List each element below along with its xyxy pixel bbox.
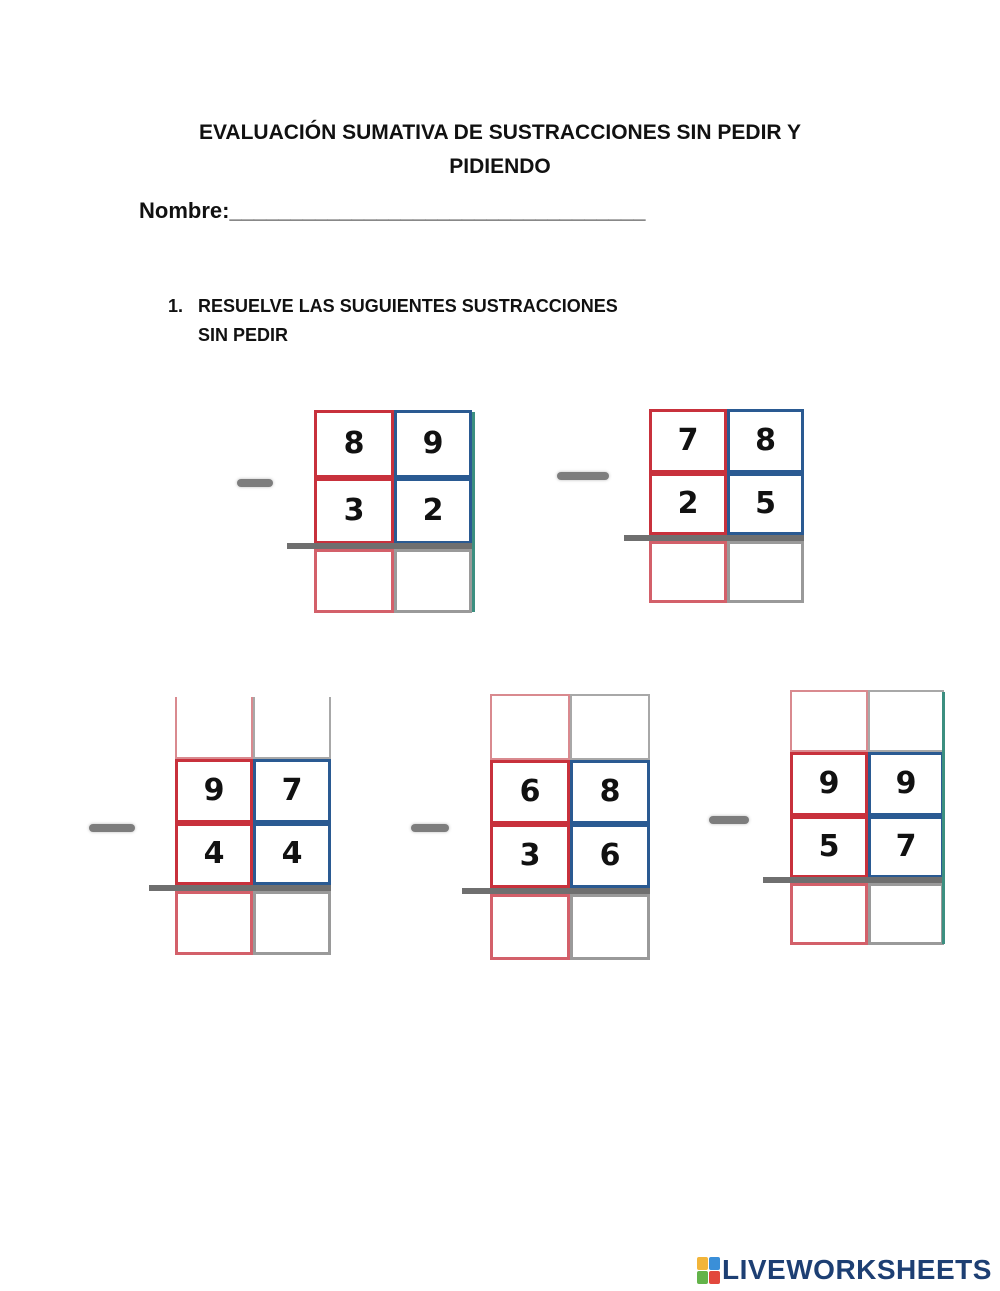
minus-sign: [237, 479, 273, 487]
subtrahend-tens: 3: [490, 824, 570, 888]
liveworksheets-logo-icon: [697, 1257, 719, 1283]
answer-units-box[interactable]: [868, 883, 944, 945]
minuend-units: 8: [727, 409, 804, 473]
minuend-tens: 9: [790, 752, 868, 816]
minuend-units: 7: [253, 759, 331, 823]
minus-sign: [709, 816, 749, 824]
minuend-units: 9: [394, 410, 472, 478]
carry-tens-box[interactable]: [175, 697, 253, 759]
subtrahend-tens: 2: [649, 473, 727, 535]
name-blank-line[interactable]: __________________________________: [229, 198, 646, 223]
subtrahend-units: 2: [394, 478, 472, 544]
minuend-tens: 6: [490, 760, 570, 824]
instruction-1: [168, 292, 688, 350]
answer-units-box[interactable]: [253, 891, 331, 955]
minuend-units: 8: [570, 760, 650, 824]
minus-sign: [89, 824, 135, 832]
carry-units-box[interactable]: [868, 690, 944, 752]
answer-tens-box[interactable]: [490, 894, 570, 960]
name-field: [139, 198, 645, 224]
subtrahend-tens: 5: [790, 816, 868, 878]
answer-tens-box[interactable]: [649, 541, 727, 603]
minuend-tens: 9: [175, 759, 253, 823]
subtrahend-units: 5: [727, 473, 804, 535]
carry-units-box[interactable]: [570, 694, 650, 760]
minuend-tens: 7: [649, 409, 727, 473]
minuend-units: 9: [868, 752, 944, 816]
minuend-tens: 8: [314, 410, 394, 478]
subtrahend-units: 7: [868, 816, 944, 878]
minus-sign: [411, 824, 449, 832]
subtrahend-tens: 4: [175, 823, 253, 885]
name-label: Nombre:: [139, 198, 230, 223]
title-line-2: PIDIENDO: [449, 155, 551, 178]
answer-units-box[interactable]: [570, 894, 650, 960]
instruction-line-1: RESUELVE LAS SUGUIENTES SUSTRACCIONES: [198, 296, 618, 316]
carry-units-box[interactable]: [253, 697, 331, 759]
carry-tens-box[interactable]: [490, 694, 570, 760]
box-edge: [472, 412, 475, 612]
answer-tens-box[interactable]: [314, 549, 394, 613]
instruction-line-2: SIN PEDIR: [198, 325, 289, 345]
subtrahend-tens: 3: [314, 478, 394, 544]
subtrahend-units: 6: [570, 824, 650, 888]
title-line-1: EVALUACIÓN SUMATIVA DE SUSTRACCIONES SIN PEDIR Y: [198, 121, 802, 144]
minus-sign: [557, 472, 609, 480]
worksheet-title: [150, 116, 850, 184]
carry-tens-box[interactable]: [790, 690, 868, 752]
answer-tens-box[interactable]: [175, 891, 253, 955]
liveworksheets-logo: [697, 1254, 992, 1286]
instruction-number: 1.: [168, 296, 184, 316]
box-edge: [942, 692, 945, 944]
answer-units-box[interactable]: [727, 541, 804, 603]
answer-tens-box[interactable]: [790, 883, 868, 945]
subtrahend-units: 4: [253, 823, 331, 885]
answer-units-box[interactable]: [394, 549, 472, 613]
logo-text: LIVEWORKSHEETS: [722, 1254, 992, 1285]
